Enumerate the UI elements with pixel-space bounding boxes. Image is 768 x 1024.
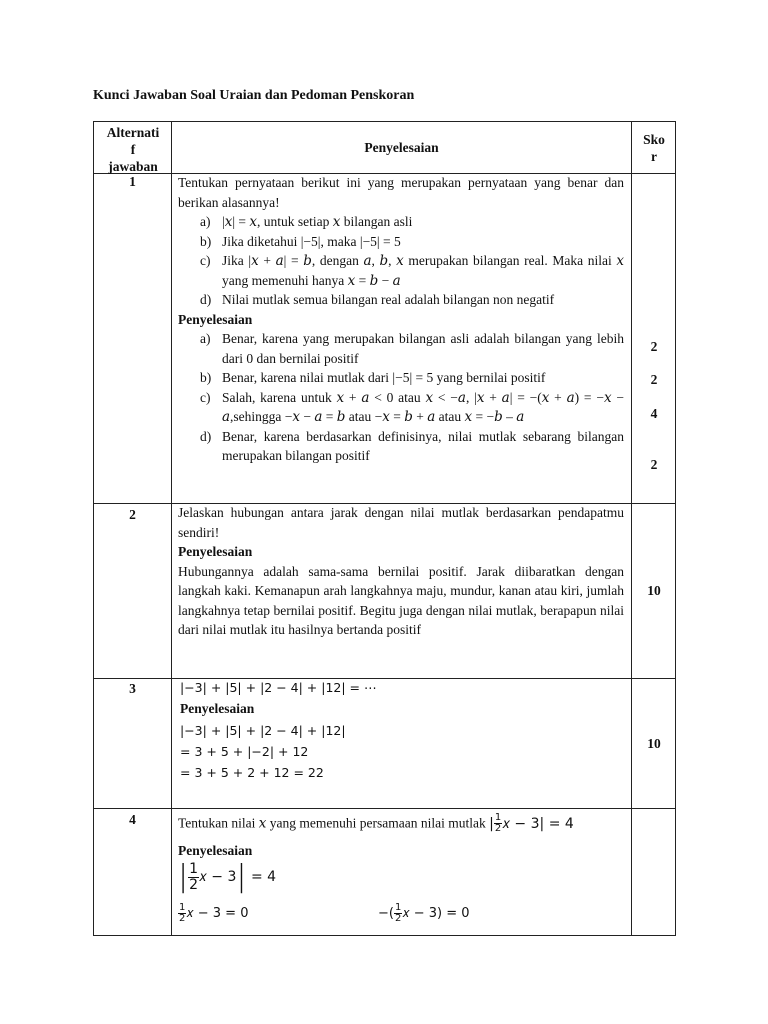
question-text: Jelaskan hubungan antara jarak dengan nilai mutlak berdasarkan pendapatmu sendiri!	[178, 505, 624, 540]
answer-item: c) Salah, karena untuk 𝑥 + 𝑎 < 0 atau 𝑥 < −𝑎, |𝑥 + 𝑎| = −(𝑥 + 𝑎) = −𝑥 − 𝑎,sehingga −𝑥 − 𝑎 = 𝑏 atau −𝑥 = 𝑏 + 𝑎 atau 𝑥 = −𝑏 – 𝑎	[200, 389, 624, 424]
score-value: 2	[650, 457, 658, 472]
solution-step: = 3 + 5 + 2 + 12 = 22	[180, 765, 324, 780]
case-2-equation: −( $\frac{1}{2}$ 𝑥 − 3) = 0	[378, 902, 470, 924]
column-divider	[171, 122, 172, 935]
list-item: a) |𝑥| = 𝑥, untuk setiap 𝑥 bilangan asli	[200, 214, 413, 229]
answer-text: Hubungannya adalah sama-sama bernilai positif. Jarak diibaratkan dengan langkah kaki. Kemanapun arah langkahnya maju, mundur, kanan atau kiri, jumlah langkahnya tetap bernilai positif. Begitu juga dengan nilai mutlak, berapapun nilai dari nilai mutlak itu hasilnya bertanda positif	[178, 563, 624, 637]
list-item: d) Nilai mutlak semua bilangan real adalah bilangan non negatif	[200, 292, 555, 307]
row-1-content	[178, 173, 624, 466]
score-value: 4	[650, 406, 658, 421]
row-divider	[94, 678, 675, 679]
case-equations	[178, 903, 628, 927]
header-skor: Sko r	[643, 132, 665, 164]
row-number: 2	[129, 507, 136, 522]
solution-label: Penyelesaian	[180, 701, 255, 716]
row-number: 3	[129, 681, 136, 696]
answer-item: d) Benar, karena berdasarkan definisinya, nilai mutlak sebarang bilangan merupakan bilangan positif	[200, 428, 624, 463]
row-2-content	[178, 503, 624, 640]
list-item: b) Jika diketahui |−5|, maka |−5| = 5	[200, 233, 401, 249]
score-value: 10	[647, 583, 661, 598]
row-number: 1	[129, 174, 136, 189]
answer-key-table	[93, 121, 676, 936]
score-value: 2	[650, 372, 658, 387]
document-title: Kunci Jawaban Soal Uraian dan Pedoman Penskoran	[93, 88, 415, 103]
header-alternatif-jawaban: Alternati f jawaban	[106, 125, 160, 174]
solution-label: Penyelesaian	[178, 843, 253, 858]
answer-item: a) Benar, karena yang merupakan bilangan asli adalah bilangan yang lebih dari 0 dan bernilai positif	[200, 331, 624, 366]
solution-label: Penyelesaian	[178, 544, 253, 559]
fraction: $\frac{1}{2}$	[189, 860, 199, 893]
answer-item: b) Benar, karena nilai mutlak dari |−5| = 5 yang bernilai positif	[200, 370, 546, 385]
row-3-content	[180, 680, 620, 783]
equation: | $\frac{1}{2}$ 𝑥 − 3| = 4	[178, 859, 277, 894]
question-expression: |−3| + |5| + |2 − 4| + |12| = ⋯	[180, 680, 377, 695]
case-1-equation: $\frac{1}{2}$ 𝑥 − 3 = 0	[179, 902, 249, 924]
solution-step: = 3 + 5 + |−2| + 12	[180, 744, 309, 759]
question-text: Tentukan nilai 𝑥 yang memenuhi persamaan nilai mutlak | $\frac{1}{2}$ 𝑥 − 3| = 4	[178, 812, 574, 834]
row-number: 4	[129, 812, 136, 827]
column-divider	[631, 122, 632, 935]
question-text: Tentukan pernyataan berikut ini yang merupakan pernyataan yang benar dan berikan alasannya!	[178, 175, 624, 210]
solution-step: |−3| + |5| + |2 − 4| + |12|	[180, 723, 346, 738]
solution-label: Penyelesaian	[178, 311, 253, 327]
header-penyelesaian: Penyelesaian	[364, 140, 439, 155]
score-value: 10	[647, 736, 661, 751]
score-value: 2	[650, 339, 658, 354]
fraction: $\frac{1}{2}$	[494, 812, 502, 834]
row-4-content	[178, 809, 628, 935]
list-item: c) Jika |𝑥 + 𝑎| = 𝑏, dengan 𝑎, 𝑏, 𝑥 merupakan bilangan real. Maka nilai 𝑥 yang memenuhi hanya 𝑥 = 𝑏 − 𝑎	[200, 253, 624, 288]
